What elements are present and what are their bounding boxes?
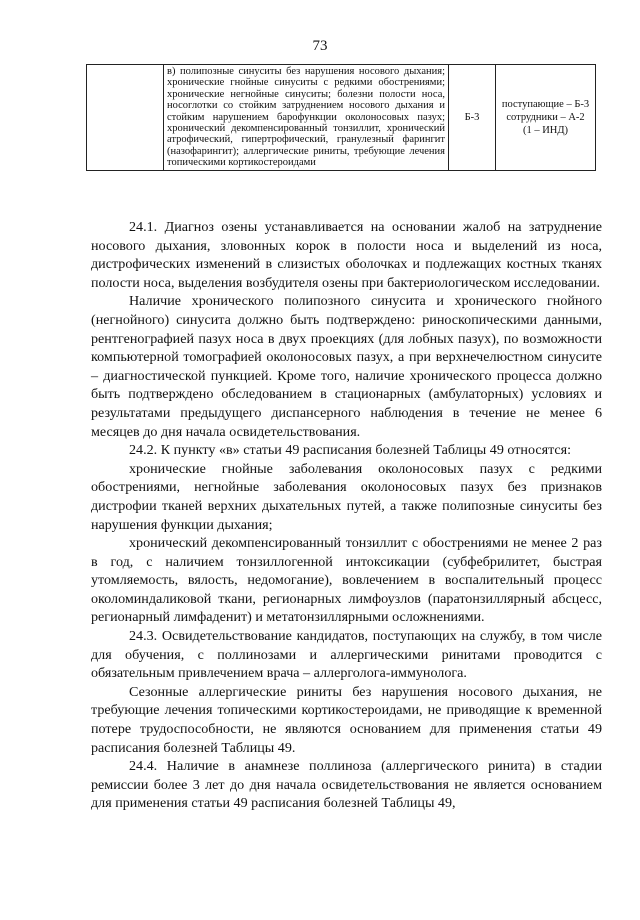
paragraph-24-2: 24.2. К пункту «в» статьи 49 расписания болезней Таблицы 49 относятся: xyxy=(129,442,572,459)
category-line-ind: (1 – ИНД) xyxy=(522,124,569,136)
page-number: 73 xyxy=(312,38,328,54)
category-line-applicants: поступающие – Б-3 xyxy=(501,98,590,110)
document-body xyxy=(91,218,602,813)
table-cell-category: Б-3 xyxy=(449,65,496,171)
category-line-employees: сотрудники – А-2 xyxy=(506,111,585,123)
table-cell-categories-detail xyxy=(496,65,596,171)
paragraph-seasonal-rhinitis: Сезонные аллергические риниты без нарушения носового дыхания, не требующие лечения топическими кортикостероидами, не приводящие к временной потере трудоспособности, не являются основанием для применения статьи 49 расписания болезней Таблицы 49. xyxy=(91,683,602,756)
requirements-table xyxy=(86,64,596,171)
table-cell-description: в) полипозные синуситы без нарушения носового дыхания; хронические гнойные синуситы с редкими обострениями; хронические негнойные синуситы; болезни полости носа, носоглотки со стойким затруднением носового дыхания и стойким нарушением барофункции околоносовых пазух; хронический декомпенсированный тонзиллит, хронический атрофический, гипертрофический, гранулезный фарингит (назофарингит); аллергические риниты, требующие лечения топическими кортикостероидами xyxy=(164,65,449,171)
table-cell-article xyxy=(87,65,164,171)
paragraph-sinusitis-confirmation: Наличие хронического полипозного синусита и хронического гнойного (негнойного) синусита должно быть подтверждено: риноскопическими данными, рентгенографией пазух носа в двух проекциях (для лобных пазух), по возможности компьютерной томографией околоносовых пазух, а при верхнечелюстном синусите – диагностической пункцией. Кроме того, наличие хронического процесса должно быть подтверждено обследованием в стационарных (амбулаторных) условиях и результатами предыдущего диспансерного наблюдения в течение не менее 6 месяцев до дня начала освидетельствования. xyxy=(91,293,602,440)
paragraph-24-4: 24.4. Наличие в анамнезе поллиноза (аллергического ринита) в стадии ремиссии более 3 лет до дня начала освидетельствования не является основанием для применения статьи 49 расписания болезней Таблицы 49, xyxy=(91,758,602,812)
paragraph-purulent-diseases: хронические гнойные заболевания околоносовых пазух с редкими обострениями, негнойные заболевания околоносовых пазух без признаков дистрофии тканей верхних дыхательных путей, а также полипозные синуситы без нарушения функции дыхания; xyxy=(91,460,602,533)
paragraph-24-1: 24.1. Диагноз озены устанавливается на основании жалоб на затруднение носового дыхания, зловонных корок в полости носа и выделений из носа, дистрофических изменений в слизистых оболочках и подлежащих костных тканях полости носа, выделения возбудителя озены при бактериологическом исследовании. xyxy=(91,219,602,291)
table-row xyxy=(87,65,596,171)
paragraph-tonsillitis: хронический декомпенсированный тонзиллит с обострениями не менее 2 раз в год, с наличием тонзиллогенной интоксикации (субфебрилитет, быстрая утомляемость, вялость, недомогание), вовлечением в воспалительный процесс околоминдаликовой ткани, регионарных лимфоузлов (паратонзиллярный абсцесс, регионарный лимфаденит) и метатонзиллярными осложнениями. xyxy=(91,535,602,626)
paragraph-24-3: 24.3. Освидетельствование кандидатов, поступающих на службу, в том числе для обучения, с поллинозами и аллергическими ринитами проводится с обязательным привлечением врача – аллерголога-иммунолога. xyxy=(91,628,602,682)
